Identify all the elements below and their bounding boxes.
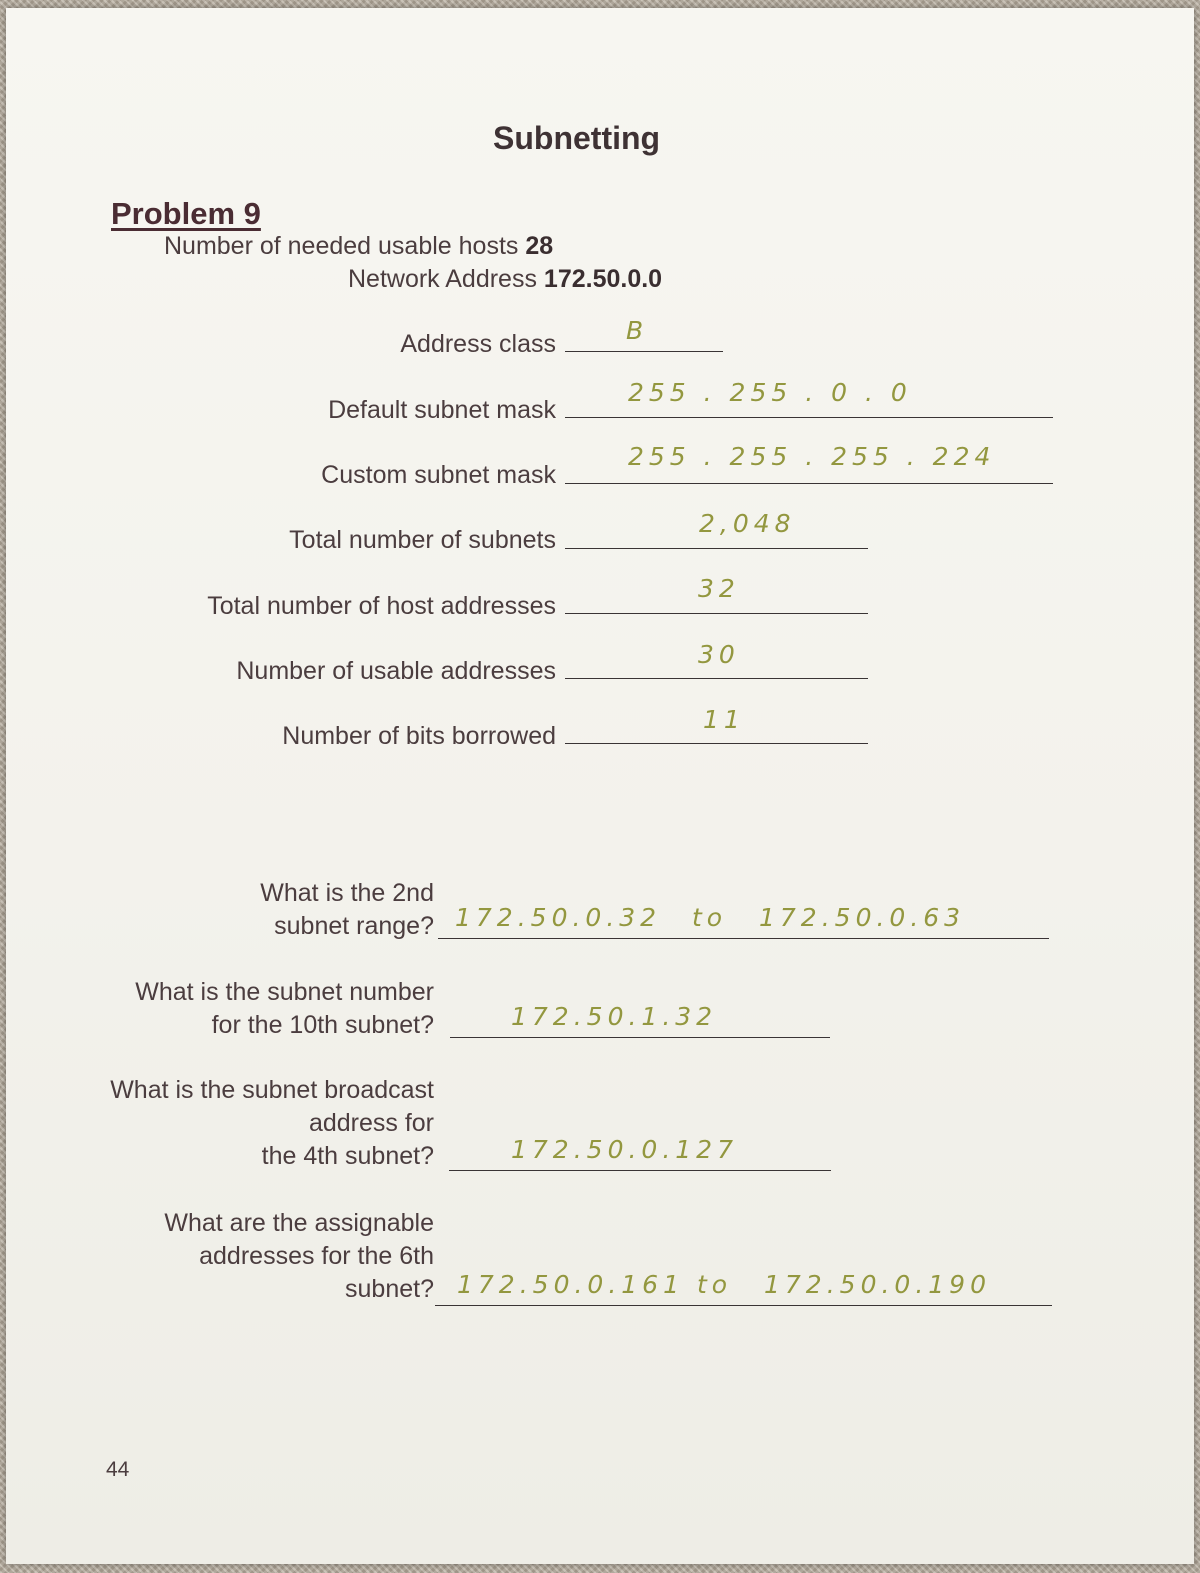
custom-mask-answer: 255 . 255 . 255 . 224 <box>628 442 996 471</box>
network-value: 172.50.0.0 <box>543 265 663 293</box>
q2-line1: What is the subnet number <box>135 978 434 1006</box>
total-hosts-answer: 32 <box>698 574 740 603</box>
q4-line3: subnet? <box>345 1275 434 1303</box>
q3-line2: address for <box>308 1109 434 1137</box>
hosts-label: Number of needed usable hosts <box>164 232 519 260</box>
total-hosts-line <box>565 613 868 614</box>
q2-answer: 172.50.1.32 <box>511 1002 718 1031</box>
total-subnets-line <box>565 548 868 549</box>
network-label: Network Address <box>348 265 537 293</box>
address-class-answer: B <box>626 316 649 345</box>
q3-answer-line <box>449 1170 831 1171</box>
q1-answer-line <box>438 938 1049 939</box>
q1-answer-to: to <box>692 903 728 932</box>
q4-answer-line <box>435 1305 1052 1306</box>
default-mask-label: Default subnet mask <box>328 396 556 424</box>
q4-answer-end: 172.50.0.190 <box>764 1270 991 1299</box>
given-network <box>348 263 662 296</box>
usable-answer: 30 <box>698 640 740 669</box>
given-hosts <box>164 230 553 263</box>
bits-answer: 11 <box>703 705 745 734</box>
hosts-value: 28 <box>525 232 554 260</box>
q2-answer-line <box>450 1037 830 1038</box>
q4-answer-to: to <box>697 1270 733 1299</box>
bits-label: Number of bits borrowed <box>282 722 556 750</box>
page-title: Subnetting <box>493 120 661 156</box>
q3-answer: 172.50.0.127 <box>511 1135 738 1164</box>
q1-answer-start: 172.50.0.32 <box>455 903 662 932</box>
usable-label: Number of usable addresses <box>236 657 556 685</box>
custom-mask-line <box>565 483 1053 484</box>
default-mask-answer: 255 . 255 . 0 . 0 <box>628 378 912 407</box>
q4-line2: addresses for the 6th <box>199 1242 434 1270</box>
q1-line2: subnet range? <box>274 912 434 940</box>
bits-line <box>565 743 868 744</box>
total-subnets-answer: 2,048 <box>699 509 796 538</box>
address-class-line <box>565 351 723 352</box>
total-hosts-label: Total number of host addresses <box>207 592 556 620</box>
q3-line1: What is the subnet broadcast <box>110 1076 434 1104</box>
q4-answer-start: 172.50.0.161 <box>457 1270 684 1299</box>
total-subnets-label: Total number of subnets <box>289 526 556 554</box>
page-number: 44 <box>106 1458 130 1481</box>
custom-mask-label: Custom subnet mask <box>321 461 556 489</box>
problem-heading: Problem 9 <box>111 196 261 231</box>
q1-answer-end: 172.50.0.63 <box>759 903 966 932</box>
worksheet-page <box>6 8 1194 1564</box>
q2-line2: for the 10th subnet? <box>211 1011 434 1039</box>
q4-line1: What are the assignable <box>164 1209 434 1237</box>
usable-line <box>565 678 868 679</box>
q3-line3: the 4th subnet? <box>261 1142 434 1170</box>
q1-line1: What is the 2nd <box>260 879 434 907</box>
default-mask-line <box>565 417 1053 418</box>
address-class-label: Address class <box>400 330 556 358</box>
